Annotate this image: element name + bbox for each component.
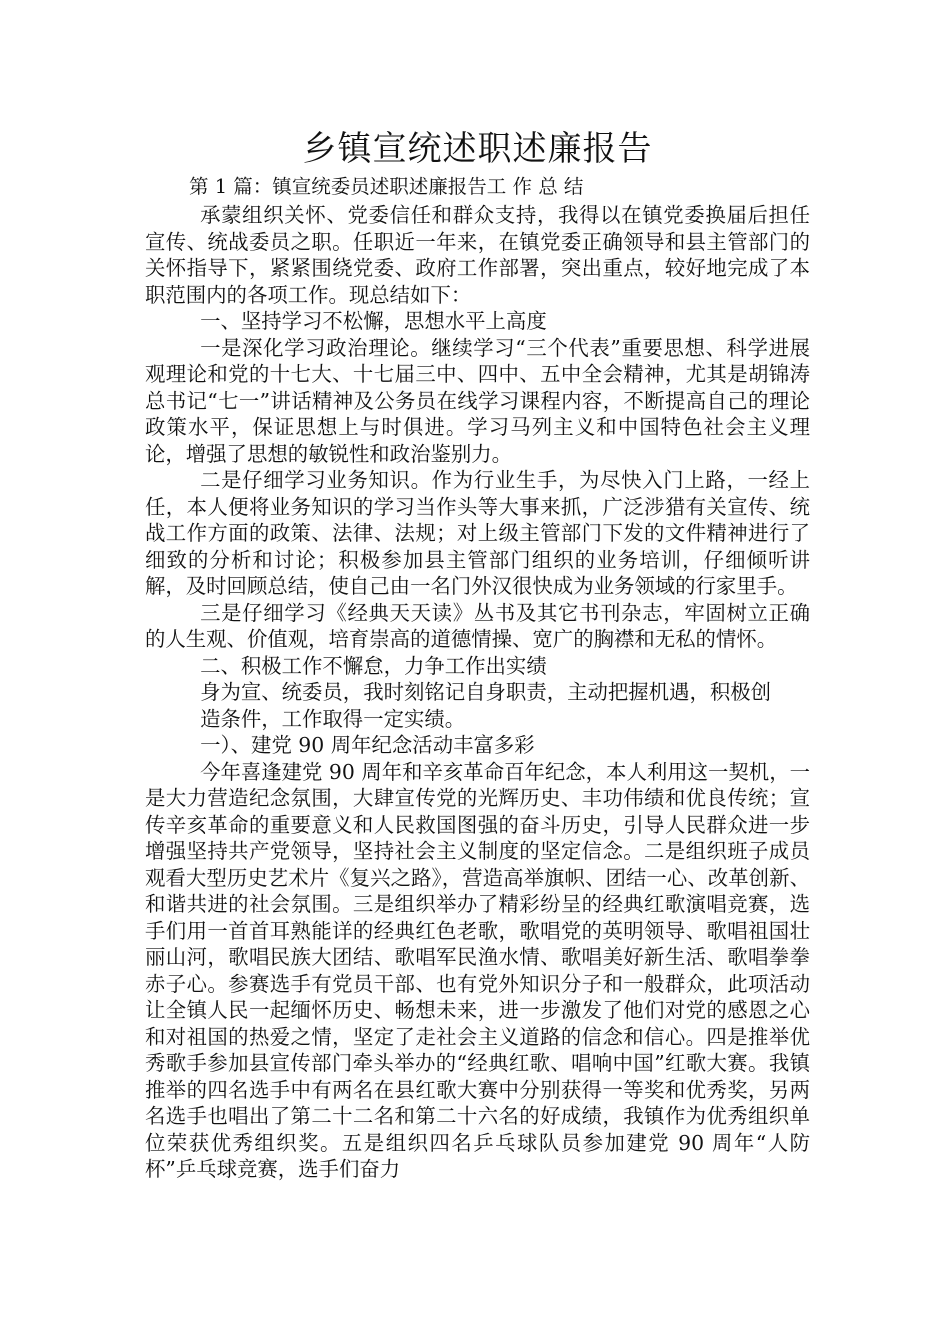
body-paragraph: 承蒙组织关怀、党委信任和群众支持，我得以在镇党委换届后担任宣传、统战委员之职。任职近一年来，在镇党委正确领导和县主管部门的关怀指导下，紧紧围绕党委、政府工作部署，突出重点，较好地完成了本职范围内的各项工作。现总结如下：: [145, 203, 810, 307]
document-title: 乡镇宣统述职述廉报告: [302, 129, 653, 169]
body-paragraph: 造条件，工作取得一定实绩。: [200, 706, 466, 731]
body-paragraph: 三是仔细学习《经典天天读》丛书及其它书刊杂志，牢固树立正确的人生观、价值观，培育崇高的道德情操、宽广的胸襟和无私的情怀。: [145, 600, 810, 651]
subsection-heading: 一）、建党 90 周年纪念活动丰富多彩: [200, 733, 535, 757]
document-page: [145, 126, 810, 1183]
section-heading: 二、积极工作不懈怠，力争工作出实绩: [200, 653, 547, 678]
body-paragraph: 一是深化学习政治理论。继续学习“三个代表”重要思想、科学进展观理论和党的十七大、十七届三中、四中、五中全会精神，尤其是胡锦涛总书记“七一”讲话精神及公务员在线学习课程内容，不断提高自己的理论政策水平，保证思想上与时俱进。学习马列主义和中国特色社会主义理论，增强了思想的敏锐性和政治鉴别力。: [145, 335, 810, 466]
body-paragraph: 今年喜逢建党 90 周年和辛亥革命百年纪念，本人利用这一契机，一是大力营造纪念氛围，大肆宣传党的光辉历史、丰功伟绩和优良传统；宣传辛亥革命的重要意义和人民救国图强的奋斗历史，引导人民群众进一步增强坚持共产党领导，坚持社会主义制度的坚定信念。二是组织班子成员观看大型历史艺术片《复兴之路》，营造高举旗帜、团结一心、改革创新、和谐共进的社会氛围。三是组织举办了精彩纷呈的经典红歌演唱竞赛，选手们用一首首耳熟能详的经典红色老歌，歌唱党的英明领导、歌唱祖国壮丽山河，歌唱民族大团结、歌唱军民渔水情、歌唱美好新生活、歌唱拳拳赤子心。参赛选手有党员干部、也有党外知识分子和一般群众，此项活动让全镇人民一起缅怀历史、畅想未来，进一步激发了他们对党的感恩之心和对祖国的热爱之情，坚定了走社会主义道路的信念和信心。四是推举优秀歌手参加县宣传部门牵头举办的“经典红歌、唱响中国”红歌大赛。我镇推举的四名选手中有两名在县红歌大赛中分别获得一等奖和优秀奖，另两名选手也唱出了第二十二名和第二十六名的好成绩，我镇作为优秀组织单位荣获优秀组织奖。五是组织四名乒乓球队员参加建党 90 周年“人防杯”乒乓球竞赛，选手们奋力: [145, 759, 810, 1181]
body-paragraph: 二是仔细学习业务知识。作为行业生手，为尽快入门上路，一经上任，本人便将业务知识的学习当作头等大事来抓，广泛涉猎有关宣传、统战工作方面的政策、法律、法规；对上级主管部门下发的文件精神进行了细致的分析和讨论；积极参加县主管部门组织的业务培训，仔细倾听讲解，及时回顾总结，使自己由一名门外汉很快成为业务领域的行家里手。: [145, 468, 810, 598]
body-paragraph: 身为宣、统委员，我时刻铭记自身职责，主动把握机遇，积极创: [200, 680, 772, 704]
section-heading: 一、坚持学习不松懈，思想水平上高度: [200, 309, 547, 333]
document-subtitle: 第 1 篇：镇宣统委员述职述廉报告工 作 总 结: [189, 175, 584, 198]
